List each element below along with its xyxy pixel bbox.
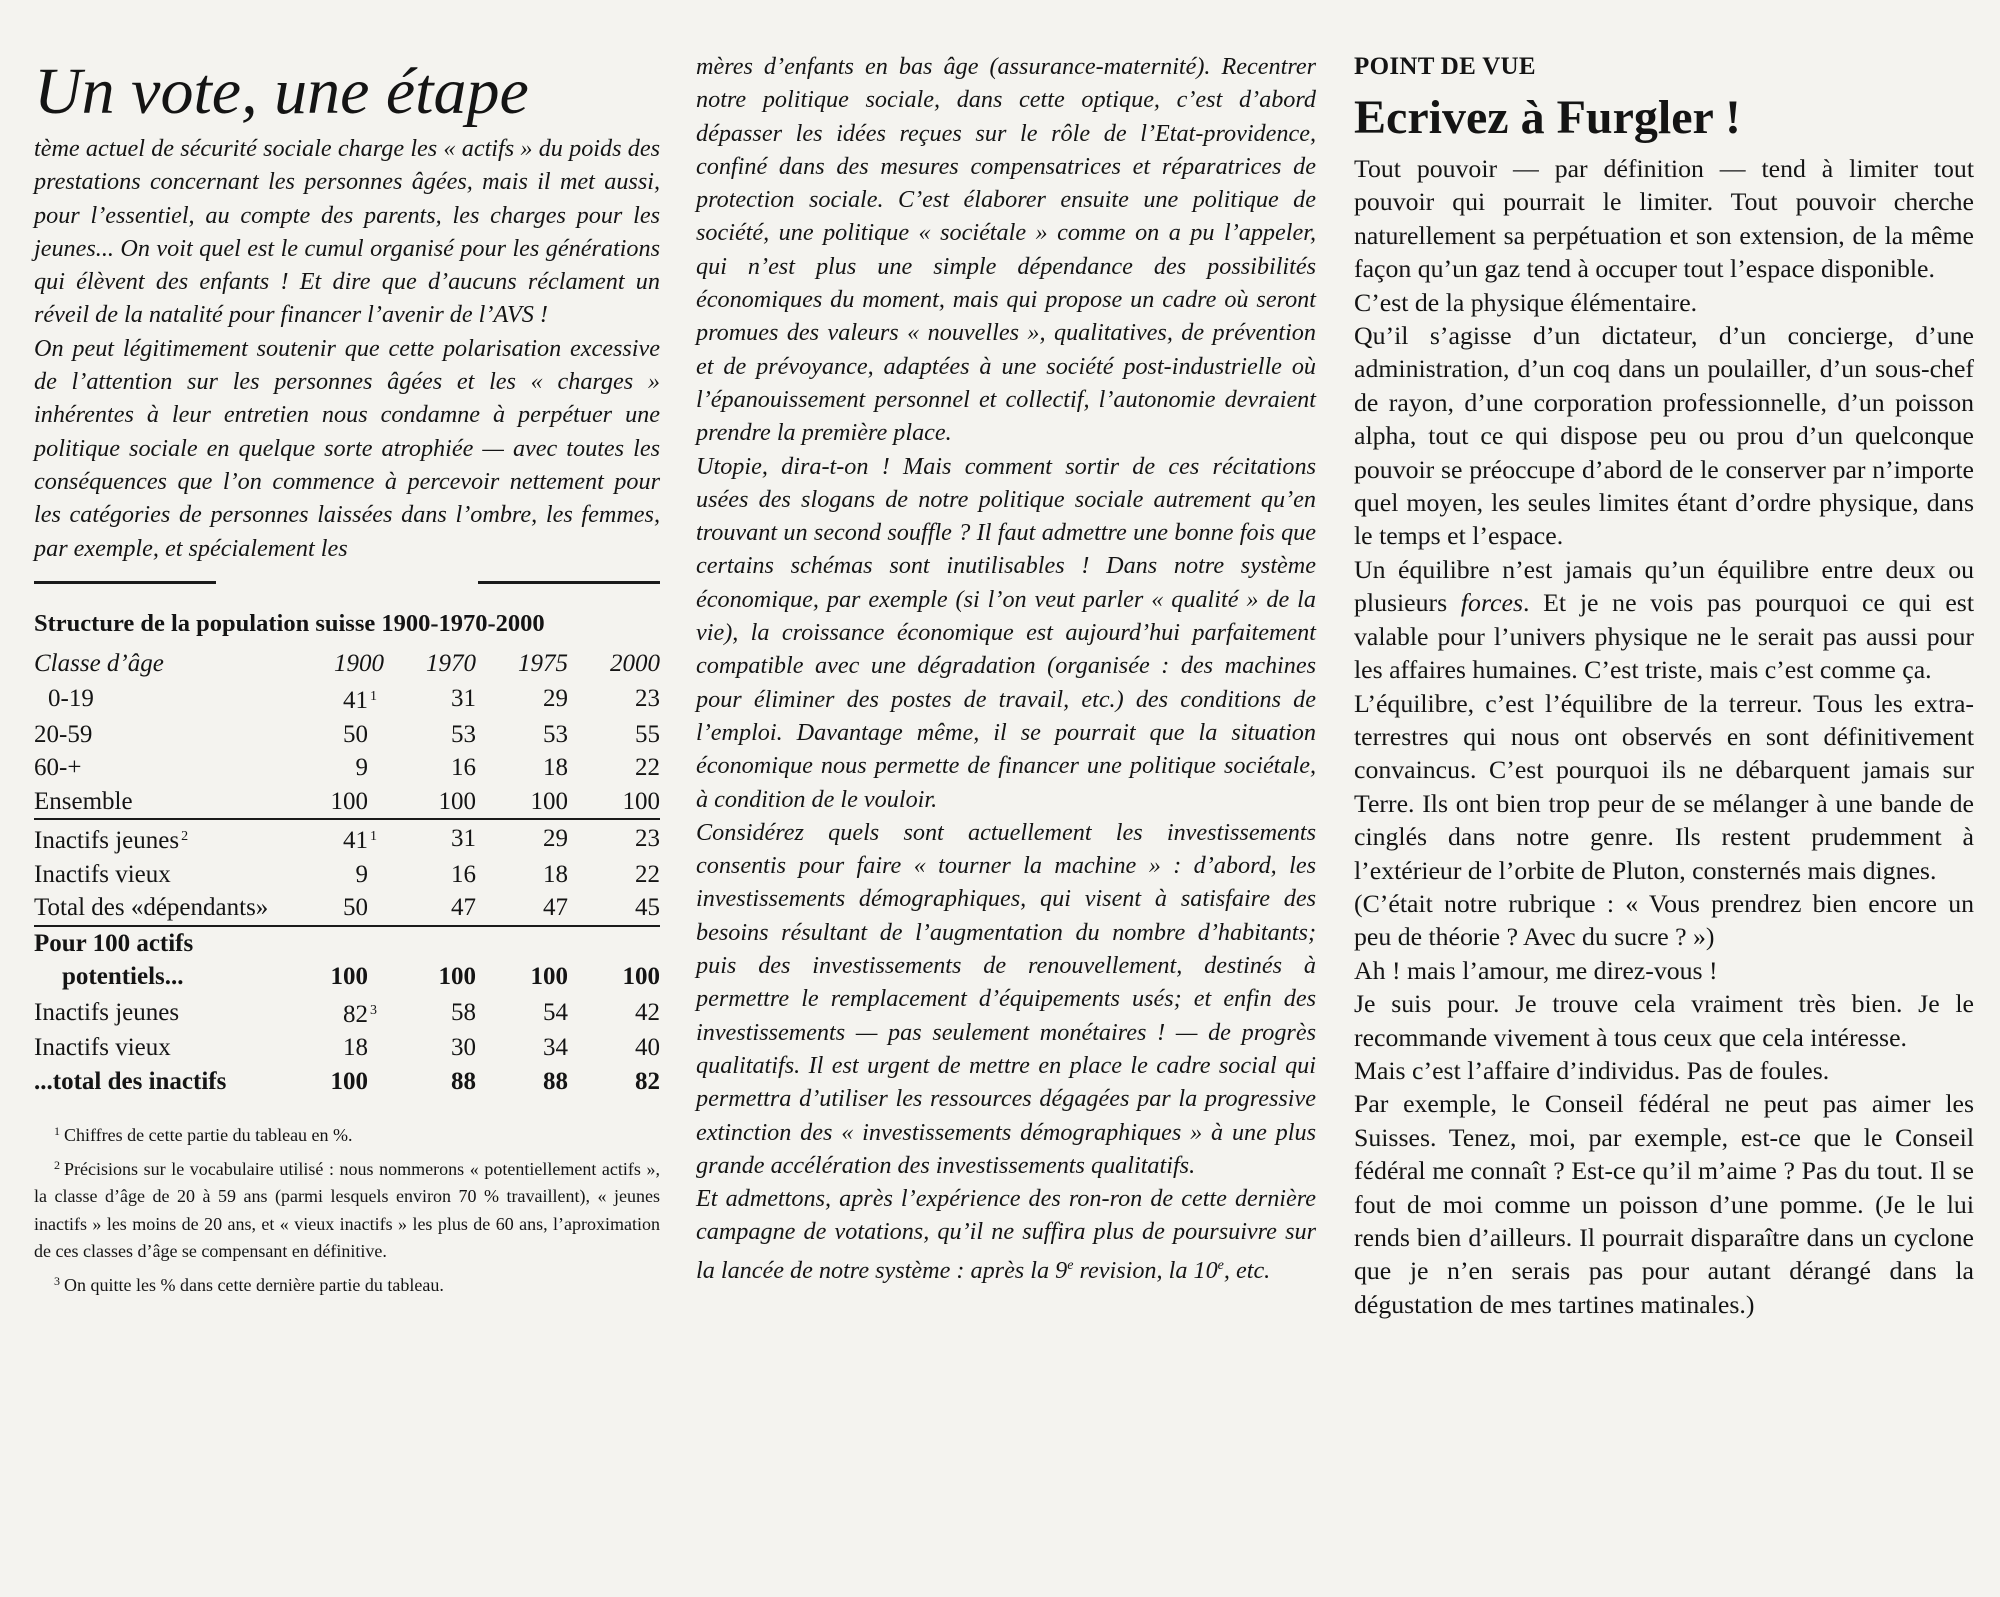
- cell-value: 9: [355, 860, 368, 888]
- table-header-cell: 1900: [334, 649, 384, 677]
- table-cell-label: Total des «dépendants»: [34, 894, 269, 922]
- cell-value: 82: [343, 1000, 368, 1028]
- table-cell: [292, 994, 384, 1032]
- footnote: [34, 1152, 660, 1266]
- table-cell: 55: [635, 720, 660, 748]
- table-cell: 16: [451, 754, 476, 782]
- opinion-paragraph: Je suis pour. Je trouve cela vraiment très bien. Je le recommande vivement à tous ceux que cela intéresse.: [1354, 989, 1974, 1052]
- footnote-mark: 1: [370, 689, 377, 705]
- divider-rule-right: [478, 581, 660, 584]
- opinion-paragraph: Tout pouvoir — par définition — tend à limiter tout pouvoir qui pourrait le limiter. Tout pouvoir cherche naturellement sa perpétuation et son extension, de la même façon qu’un gaz tend à occuper tout l’espace disponible.: [1354, 154, 1974, 284]
- table-header-cell: 1975: [518, 649, 568, 677]
- cell-value: 100: [330, 1067, 368, 1095]
- row-label-text: Inactifs jeunes: [34, 827, 180, 855]
- superscript: e: [1067, 1257, 1074, 1273]
- table-cell: 100: [438, 787, 476, 815]
- table-row: [34, 858, 660, 892]
- population-table: [34, 647, 660, 1099]
- table-cell: [292, 785, 384, 820]
- column-right: [1354, 0, 1974, 1321]
- column-left: [34, 0, 660, 1301]
- table-cell: 31: [451, 685, 476, 713]
- table-cell: 100: [622, 963, 660, 991]
- paragraph-text: , etc.: [1223, 1256, 1271, 1284]
- footnote-mark: 2: [181, 829, 189, 845]
- table-cell: 22: [635, 860, 660, 888]
- opinion-paragraph: [1354, 553, 1974, 687]
- table-cell: 40: [635, 1034, 660, 1062]
- table-cell-label: [34, 819, 292, 858]
- table-cell: 31: [384, 819, 476, 858]
- table-cell: 18: [543, 860, 568, 888]
- table-cell: [292, 751, 384, 785]
- section-divider: [34, 569, 660, 599]
- table-row: [34, 960, 660, 994]
- table-row: [34, 1065, 660, 1099]
- table-cell: 29: [543, 685, 568, 713]
- table-cell: 22: [635, 754, 660, 782]
- table-cell: 53: [543, 720, 568, 748]
- table-cell: [292, 858, 384, 892]
- table-cell: 100: [622, 787, 660, 815]
- table-row: [34, 718, 660, 752]
- table-title: Structure de la population suisse 1900-1970-2000: [34, 609, 545, 637]
- table-row: [34, 1031, 660, 1065]
- table-cell: 47: [451, 894, 476, 922]
- table-cell: 53: [451, 720, 476, 748]
- table-row: [34, 926, 660, 961]
- column-middle: [696, 0, 1316, 1287]
- cell-value: 41: [343, 687, 368, 715]
- table-cell: 30: [451, 1034, 476, 1062]
- footnote-text: On quitte les % dans cette dernière partie du tableau.: [64, 1274, 444, 1295]
- table-cell: 42: [635, 998, 660, 1026]
- footnote-mark: 1: [370, 829, 377, 845]
- footnote-number: 1: [54, 1124, 60, 1139]
- table-cell: 34: [543, 1034, 568, 1062]
- table-header-cell: 1970: [426, 649, 476, 677]
- table-cell: 100: [530, 963, 568, 991]
- table-cell-label: ...total des inactifs: [34, 1067, 227, 1095]
- footnote: [34, 1118, 660, 1150]
- table-cell: [292, 680, 384, 718]
- section-kicker: POINT DE VUE: [1354, 53, 1536, 80]
- table-header-row: [34, 647, 660, 681]
- article-paragraph: tème actuel de sécurité sociale charge les « actifs » du poids des prestations concernant les personnes âgées, mais il met aussi, pour l’essentiel, au compte des parents, les charges pour les jeunes... On voit quel est le cumul organisé pour les générations qui élèvent des enfants ! Et dire que d’aucuns réclament un réveil de la natalité pour financer l’avenir de l’AVS !: [34, 135, 660, 329]
- opinion-paragraph: Ah ! mais l’amour, me direz-vous !: [1354, 955, 1718, 985]
- cell-value: 50: [343, 720, 368, 748]
- table-cell-label: Ensemble: [34, 787, 133, 815]
- table-cell: 23: [568, 819, 660, 858]
- table-cell-label: Inactifs vieux: [34, 860, 171, 888]
- opinion-paragraph: Mais c’est l’affaire d’individus. Pas de foules.: [1354, 1055, 1830, 1085]
- table-cell-label: 20-59: [34, 720, 93, 748]
- article-paragraph: Utopie, dira-t-on ! Mais comment sortir de ces récitations usées des slogans de notre politique sociale autrement qu’en trouvant un second souffle ? Il faut admettre une bonne fois que certains schémas sont inutilisables ! Dans notre système économique, par exemple (si l’on veut parler « qualité » de la vie), la croissance économique est aujourd’hui parfaitement compatible avec une dégradation (organisée : des machines pour éliminer des postes de travail, etc.) des conditions de l’emploi. Davantage même, il se pourrait que la situation économique nous permette de financer une politique sociétale, à condition de le vouloir.: [696, 452, 1316, 813]
- opinion-paragraph: Par exemple, le Conseil fédéral ne peut pas aimer les Suisses. Tenez, moi, par exemple, est-ce que le Conseil fédéral me connaît ? Est-ce qu’il m’aime ? Pas du tout. Il se fout de moi comme un poisson d’une pomme. (Je le lui rends bien d’ailleurs. Il pourrait disparaître dans un cyclone que je n’en serais pas pour autant dérangé dans la dégustation de mes tartines matinales.): [1354, 1089, 1974, 1319]
- footnote-mark: 3: [370, 1002, 377, 1018]
- emphasis-word: forces: [1460, 588, 1523, 618]
- table-cell: 58: [451, 998, 476, 1026]
- divider-rule-left: [34, 581, 216, 584]
- table-cell: 23: [635, 685, 660, 713]
- table-cell: [292, 1031, 384, 1065]
- table-cell-label: 0-19: [48, 685, 94, 713]
- cell-value: 18: [343, 1034, 368, 1062]
- footnote-number: 2: [54, 1157, 60, 1172]
- paragraph-text: Un équilibre n’est jamais qu’un équilibre entre deux ou plusieurs: [1354, 554, 1974, 618]
- table-row: [34, 751, 660, 785]
- opinion-paragraph: L’équilibre, c’est l’équilibre de la terreur. Tous les extra-terrestres qui nous ont observés en sont définitivement convaincus. C’est pourquoi ils ne débarquent jamais sur Terre. Ils ont bien trop peur de se mélanger à une bande de cinglés dans notre genre. Ils restent prudemment à l’extérieur de l’orbite de Pluton, consternés mais dignes.: [1354, 688, 1974, 885]
- article-paragraph: [696, 1182, 1316, 1287]
- cell-value: 100: [330, 963, 368, 991]
- table-cell: 100: [530, 787, 568, 815]
- footnote-text: Précisions sur le vocabulaire utilisé : nous nommerons « potentiellement actifs », la classe d’âge de 20 à 59 ans (parmi lesquels environ 70 % travaillent), « jeunes inactifs » les moins de 20 ans, et « vieux inactifs » les plus de 60 ans, l’aproximation de ces classes d’âge se compensant en définitive.: [34, 1158, 660, 1262]
- table-cell: [292, 891, 384, 926]
- table-cell: 18: [543, 754, 568, 782]
- table-cell-label: Pour 100 actifs: [34, 926, 660, 961]
- footnote-text: Chiffres de cette partie du tableau en %.: [64, 1125, 353, 1146]
- paragraph-text: Et admettons, après l’expérience des ron-ron de cette dernière campagne de votations, qu’il ne suffira plus de poursuivre sur la lancée de notre système : après la 9: [696, 1185, 1316, 1284]
- paragraph-text: revision, la 10: [1073, 1256, 1218, 1284]
- footnote-number: 3: [54, 1273, 60, 1288]
- opinion-paragraph: (C’était notre rubrique : « Vous prendrez bien encore un peu de théorie ? Avec du sucre ? »): [1354, 888, 1974, 952]
- cell-value: 100: [330, 787, 368, 815]
- table-row: [34, 819, 660, 858]
- opinion-title: Ecrivez à Furgler !: [1354, 91, 1741, 144]
- cell-value: 9: [355, 754, 368, 782]
- article-paragraph: Considérez quels sont actuellement les investissements consentis pour faire « tourner la machine » : d’abord, les investissements démographiques, qui visent à satisfaire des besoins résultant de l’augmentation du nombre d’habitants; puis des investissements de renouvellement, destinés à permettre le remplacement d’équipements usés; et enfin des investissements — pas seulement monétaires ! — de progrès qualitatifs. Il est urgent de mettre en place le cadre social qui permettra d’utiliser les ressources dégagées par la progressive extinction des « investissements démographiques » à une plus grande accélération des investissements qualitatifs.: [696, 818, 1316, 1179]
- table-header-cell: Classe d’âge: [34, 649, 164, 677]
- table-cell-label: potentiels...: [62, 963, 184, 991]
- table-cell-label: Inactifs vieux: [34, 1034, 171, 1062]
- article-headline: Un vote, une étape: [34, 55, 529, 128]
- table-cell: 88: [543, 1067, 568, 1095]
- paragraph-text: . Et je ne vois pas pourquoi ce qui est valable pour l’univers physique ne le serait pas aussi pour les affaires humaines. C’est triste, mais c’est comme ça.: [1354, 588, 1974, 685]
- table-cell: 82: [635, 1067, 660, 1095]
- table-row: [34, 994, 660, 1032]
- footnote: [34, 1268, 660, 1300]
- table-cell-label: Inactifs jeunes: [34, 998, 180, 1026]
- table-cell: 16: [451, 860, 476, 888]
- table-cell: 29: [476, 819, 568, 858]
- table-cell: [292, 819, 384, 858]
- table-cell: 54: [543, 998, 568, 1026]
- table-cell: [292, 718, 384, 752]
- table-cell: [292, 960, 384, 994]
- opinion-paragraph: Qu’il s’agisse d’un dictateur, d’un concierge, d’une administration, d’un coq dans un poulailler, d’un sous-chef de rayon, d’une corporation professionnelle, d’un poisson alpha, tout ce qui dispose peu ou prou d’un quelconque pouvoir se préoccupe d’abord de le conserver par n’importe quel moyen, les seules limites étant d’ordre physique, dans le temps et l’espace.: [1354, 321, 1974, 551]
- table-cell-label: 60-+: [34, 754, 82, 782]
- table-cell: [292, 1065, 384, 1099]
- table-cell: 47: [543, 894, 568, 922]
- table-row: [34, 891, 660, 926]
- article-paragraph: mères d’enfants en bas âge (assurance-maternité). Recentrer notre politique sociale, dans cette optique, c’est d’abord dépasser les idées reçues sur le rôle de l’Etat-providence, confiné dans des mesures compensatrices et réparatrices de protection sociale. C’est élaborer ensuite une politique de société, une politique « sociétale » comme on a pu l’appeler, qui n’est plus une simple dépendance des possibilités économiques du moment, mais qui propose un cadre où seront promues des valeurs « nouvelles », qualitatives, de prévention et de prévoyance, adaptées à une société post-industrielle où l’épanouissement personnel et collectif, l’autonomie devraient prendre la première place.: [696, 53, 1316, 447]
- table-footnotes: [34, 1118, 660, 1299]
- table-header-cell: 2000: [610, 649, 660, 677]
- table-cell: 100: [438, 963, 476, 991]
- table-cell: 45: [635, 894, 660, 922]
- opinion-paragraph: C’est de la physique élémentaire.: [1354, 287, 1698, 317]
- superscript: e: [1217, 1257, 1224, 1273]
- table-row: [34, 680, 660, 718]
- table-row: [34, 785, 660, 820]
- table-cell: 88: [451, 1067, 476, 1095]
- cell-value: 50: [343, 894, 368, 922]
- article-paragraph: On peut légitimement soutenir que cette polarisation excessive de l’attention sur les personnes âgées et les « charges » inhérentes à leur entretien nous condamne à perpétuer une politique sociale en quelque sorte atrophiée — avec toutes les conséquences que l’on commence à percevoir nettement pour les catégories de personnes laissées dans l’ombre, les femmes, par exemple, et spécialement les: [34, 334, 660, 562]
- cell-value: 41: [343, 827, 368, 855]
